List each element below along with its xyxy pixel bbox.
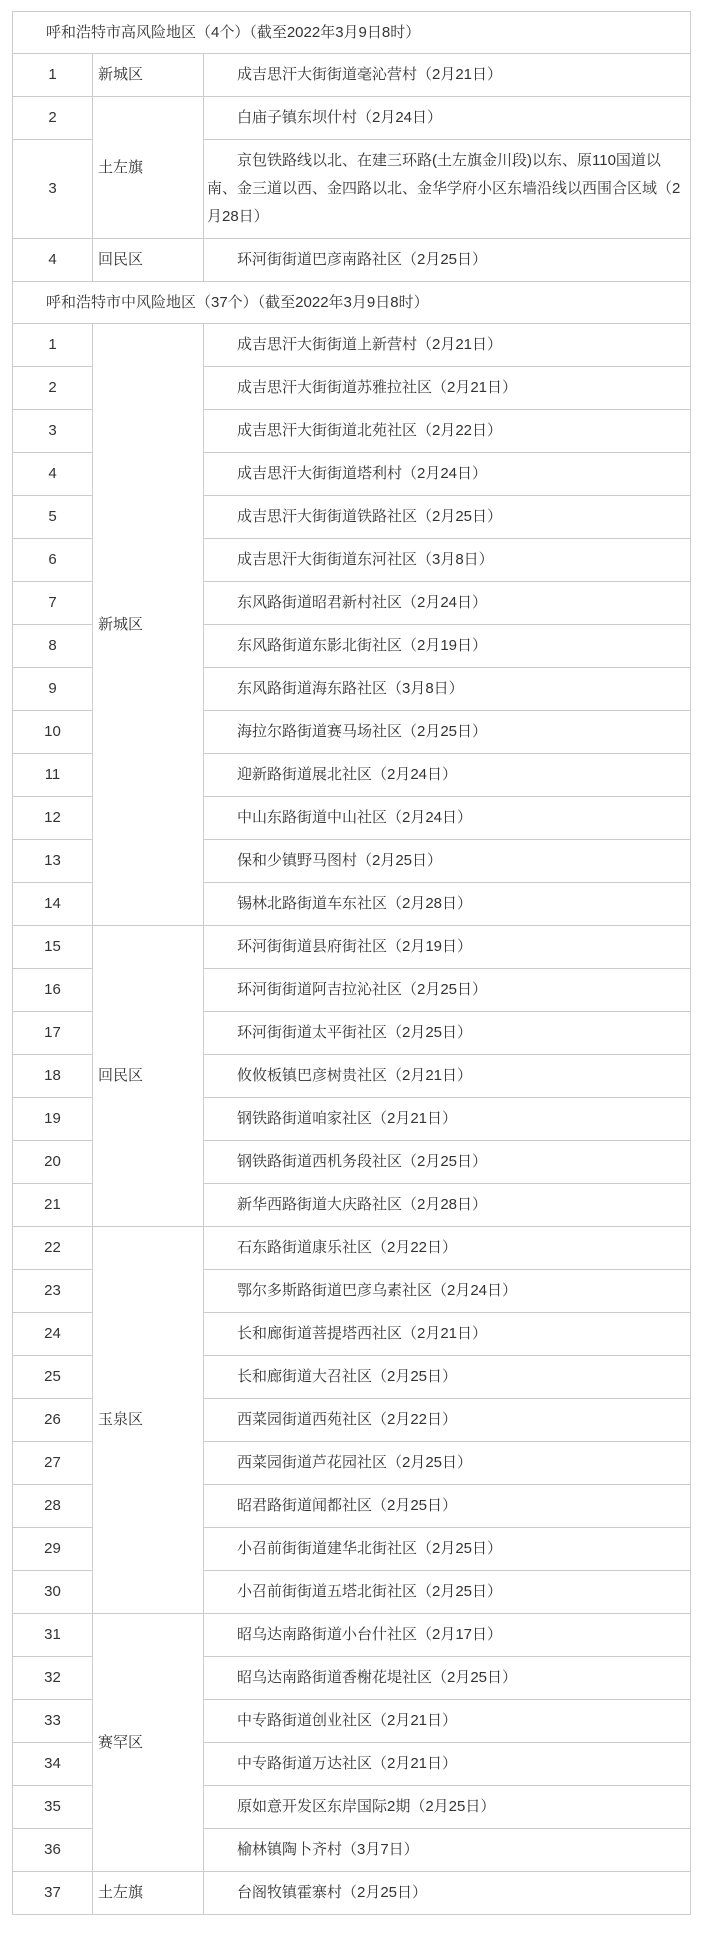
row-number: 7 [13,582,93,625]
table-row [13,239,691,282]
risk-area-table [12,11,691,1915]
place-cell: 东风路街道东影北街社区（2月19日） [204,625,691,668]
row-number: 3 [13,410,93,453]
row-number: 17 [13,1012,93,1055]
district-cell: 赛罕区 [93,1614,204,1872]
row-number: 21 [13,1184,93,1227]
row-number: 2 [13,367,93,410]
place-cell: 长和廊街道大召社区（2月25日） [204,1356,691,1399]
row-number: 10 [13,711,93,754]
risk-table-body [13,12,691,1915]
district-cell: 土左旗 [93,1872,204,1915]
row-number: 9 [13,668,93,711]
place-cell: 锡林北路街道车东社区（2月28日） [204,883,691,926]
place-cell: 中专路街道万达社区（2月21日） [204,1743,691,1786]
district-cell: 回民区 [93,926,204,1227]
place-cell: 环河街街道阿吉拉沁社区（2月25日） [204,969,691,1012]
table-row [13,926,691,969]
row-number: 36 [13,1829,93,1872]
place-cell: 榆林镇陶卜齐村（3月7日） [204,1829,691,1872]
row-number: 3 [13,140,93,239]
place-cell: 钢铁路街道西机务段社区（2月25日） [204,1141,691,1184]
place-cell: 成吉思汗大街街道苏雅拉社区（2月21日） [204,367,691,410]
place-cell: 东风路街道海东路社区（3月8日） [204,668,691,711]
row-number: 1 [13,324,93,367]
place-cell: 海拉尔路街道赛马场社区（2月25日） [204,711,691,754]
place-cell: 京包铁路线以北、在建三环路(土左旗金川段)以东、原110国道以南、金三道以西、金四路以北、金华学府小区东墙沿线以西围合区域（2月28日） [204,140,691,239]
district-cell: 新城区 [93,54,204,97]
place-cell: 小召前街街道五塔北街社区（2月25日） [204,1571,691,1614]
row-number: 19 [13,1098,93,1141]
row-number: 4 [13,453,93,496]
row-number: 28 [13,1485,93,1528]
row-number: 20 [13,1141,93,1184]
place-cell: 台阁牧镇霍寨村（2月25日） [204,1872,691,1915]
row-number: 35 [13,1786,93,1829]
place-cell: 鄂尔多斯路街道巴彦乌素社区（2月24日） [204,1270,691,1313]
row-number: 29 [13,1528,93,1571]
place-cell: 环河街街道巴彦南路社区（2月25日） [204,239,691,282]
section-header-row [13,282,691,324]
place-cell: 成吉思汗大街街道东河社区（3月8日） [204,539,691,582]
district-cell: 土左旗 [93,97,204,239]
place-cell: 小召前街街道建华北街社区（2月25日） [204,1528,691,1571]
row-number: 26 [13,1399,93,1442]
district-cell: 新城区 [93,324,204,926]
place-cell: 环河街街道县府街社区（2月19日） [204,926,691,969]
place-cell: 原如意开发区东岸国际2期（2月25日） [204,1786,691,1829]
table-row [13,1614,691,1657]
row-number: 12 [13,797,93,840]
row-number: 1 [13,54,93,97]
row-number: 34 [13,1743,93,1786]
row-number: 23 [13,1270,93,1313]
place-cell: 成吉思汗大街街道铁路社区（2月25日） [204,496,691,539]
place-cell: 白庙子镇东坝什村（2月24日） [204,97,691,140]
row-number: 13 [13,840,93,883]
row-number: 25 [13,1356,93,1399]
row-number: 33 [13,1700,93,1743]
row-number: 22 [13,1227,93,1270]
row-number: 2 [13,97,93,140]
place-cell: 成吉思汗大街街道塔利村（2月24日） [204,453,691,496]
place-cell: 昭乌达南路街道小台什社区（2月17日） [204,1614,691,1657]
row-number: 32 [13,1657,93,1700]
place-cell: 成吉思汗大街街道毫沁营村（2月21日） [204,54,691,97]
section-header-row [13,12,691,54]
place-cell: 西菜园街道西苑社区（2月22日） [204,1399,691,1442]
place-cell: 迎新路街道展北社区（2月24日） [204,754,691,797]
row-number: 8 [13,625,93,668]
place-cell: 保和少镇野马图村（2月25日） [204,840,691,883]
place-cell: 钢铁路街道咱家社区（2月21日） [204,1098,691,1141]
table-row [13,54,691,97]
table-row [13,1227,691,1270]
place-cell: 长和廊街道菩提塔西社区（2月21日） [204,1313,691,1356]
row-number: 15 [13,926,93,969]
place-cell: 昭乌达南路街道香榭花堤社区（2月25日） [204,1657,691,1700]
section-title: 呼和浩特市中风险地区（37个）（截至2022年3月9日8时） [13,282,691,324]
row-number: 31 [13,1614,93,1657]
place-cell: 昭君路街道闻都社区（2月25日） [204,1485,691,1528]
place-cell: 中专路街道创业社区（2月21日） [204,1700,691,1743]
place-cell: 新华西路街道大庆路社区（2月28日） [204,1184,691,1227]
place-cell: 西菜园街道芦花园社区（2月25日） [204,1442,691,1485]
place-cell: 成吉思汗大街街道北苑社区（2月22日） [204,410,691,453]
row-number: 11 [13,754,93,797]
row-number: 27 [13,1442,93,1485]
row-number: 16 [13,969,93,1012]
table-row [13,1872,691,1915]
row-number: 6 [13,539,93,582]
place-cell: 中山东路街道中山社区（2月24日） [204,797,691,840]
row-number: 24 [13,1313,93,1356]
place-cell: 攸攸板镇巴彦树贵社区（2月21日） [204,1055,691,1098]
district-cell: 玉泉区 [93,1227,204,1614]
row-number: 5 [13,496,93,539]
table-row [13,324,691,367]
row-number: 37 [13,1872,93,1915]
row-number: 14 [13,883,93,926]
row-number: 18 [13,1055,93,1098]
district-cell: 回民区 [93,239,204,282]
row-number: 4 [13,239,93,282]
place-cell: 东风路街道昭君新村社区（2月24日） [204,582,691,625]
row-number: 30 [13,1571,93,1614]
table-row [13,97,691,140]
section-title: 呼和浩特市高风险地区（4个）（截至2022年3月9日8时） [13,12,691,54]
place-cell: 石东路街道康乐社区（2月22日） [204,1227,691,1270]
place-cell: 成吉思汗大街街道上新营村（2月21日） [204,324,691,367]
place-cell: 环河街街道太平街社区（2月25日） [204,1012,691,1055]
